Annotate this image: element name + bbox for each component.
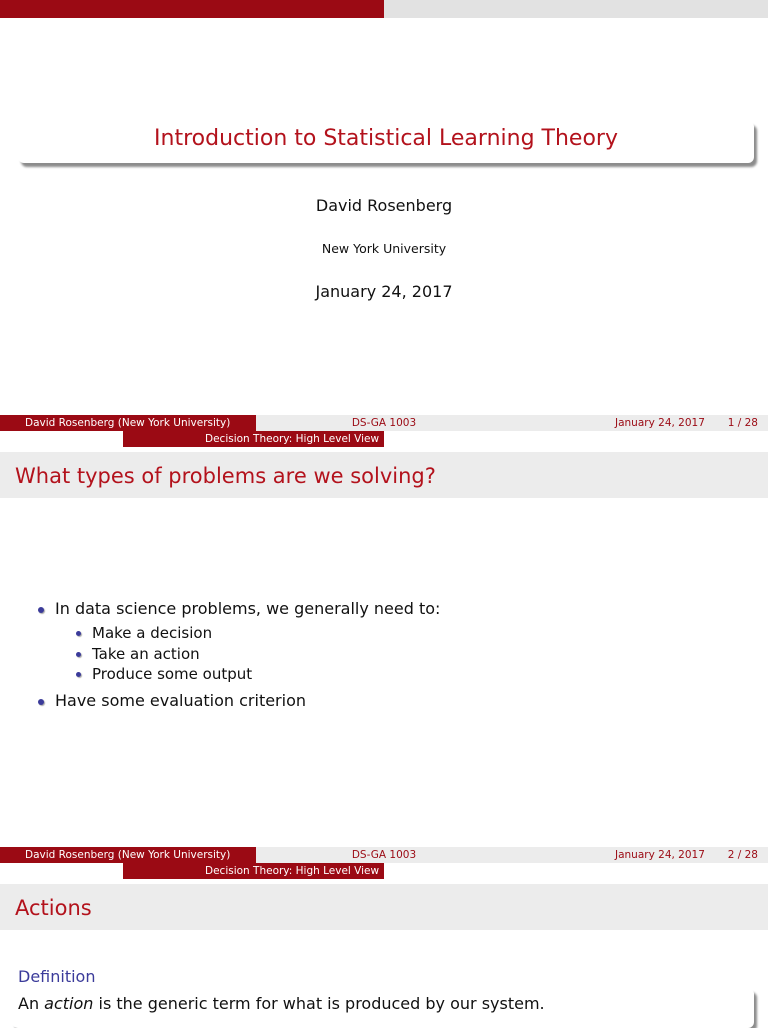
progress-bar-filled [0,0,384,18]
sub-list-item: Make a decision [74,623,212,643]
bullet-icon [38,699,44,705]
list-item: Have some evaluation criterion [36,691,306,711]
author-name: David Rosenberg [315,196,453,215]
list-item: In data science problems, we generally need to: [36,599,440,619]
footer-author: David Rosenberg (New York University) [0,847,256,863]
definition-title: Definition [18,967,96,986]
bullet-icon [76,652,81,657]
presentation-title: Introduction to Statistical Learning Theory [154,126,618,151]
footer-date: January 24, 2017 [615,417,705,429]
footer-right [512,415,768,431]
section-tab: Decision Theory: High Level View [123,863,384,879]
definition-term: action [44,994,94,1013]
frame-title: Actions [15,896,92,920]
page-number: 1 / 28 [727,417,758,429]
footer-course: DS-GA 1003 [256,415,512,431]
bullet-icon [76,631,81,636]
footer-course: DS-GA 1003 [256,847,512,863]
footer-bar [0,847,768,863]
section-tab: Decision Theory: High Level View [123,431,384,447]
bullet-icon [38,607,44,613]
section-header [0,431,384,447]
sub-list-item: Take an action [74,644,200,664]
presentation-date: January 24, 2017 [315,282,453,301]
bullet-icon [76,672,81,677]
sub-list-item: Produce some output [74,664,252,684]
footer-date: January 24, 2017 [615,849,705,861]
definition-text: An action is the generic term for what is produced by our system. [18,994,545,1013]
footer-right [512,847,768,863]
frame-title-bar [0,884,768,930]
footer-bar [0,415,768,431]
page-number: 2 / 28 [727,849,758,861]
frame-title: What types of problems are we solving? [15,464,436,488]
section-header [0,863,384,879]
institute: New York University [321,241,447,256]
progress-bar-empty [384,0,768,18]
footer-author: David Rosenberg (New York University) [0,415,256,431]
